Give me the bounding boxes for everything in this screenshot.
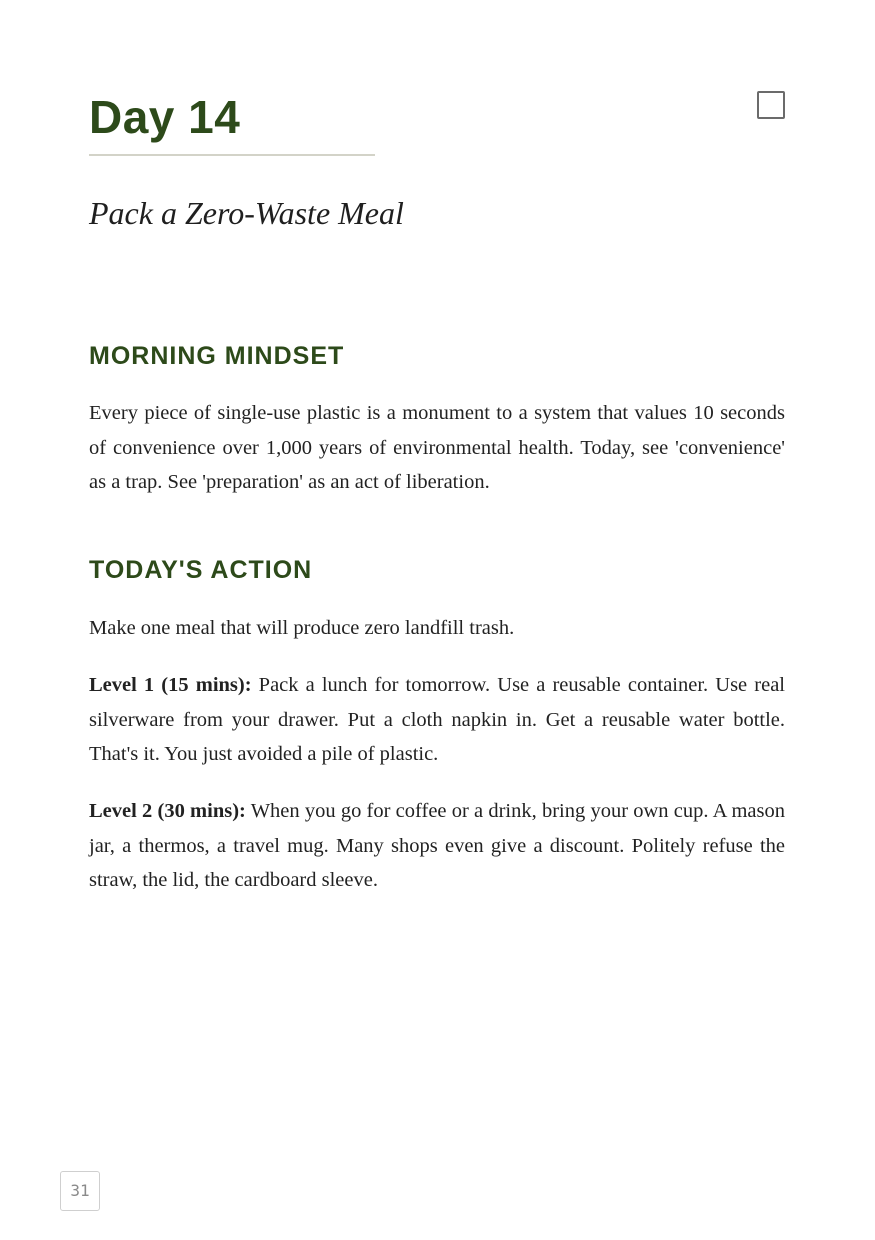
day-title: Day 14: [89, 91, 241, 143]
level-1-label: Level 1 (15 mins):: [89, 674, 252, 696]
title-divider: [89, 154, 375, 156]
page-number: 31: [60, 1171, 100, 1211]
level-1-text: Pack a lunch for tomorrow. Use a reusable container. Use real silverware from your drawer. Put a cloth napkin in. Get a reusable water bottle. That's it. You just avoided a pile of plastic.: [89, 674, 785, 765]
todays-action-heading: TODAY'S ACTION: [89, 556, 313, 584]
level-2-paragraph: [89, 794, 785, 898]
level-2-text: When you go for coffee or a drink, bring your own cup. A mason jar, a thermos, a travel mug. Many shops even give a discount. Politely refuse the straw, the lid, the cardboard sleeve.: [89, 800, 785, 891]
morning-mindset-heading: MORNING MINDSET: [89, 342, 345, 370]
morning-mindset-text: Every piece of single-use plastic is a monument to a system that values 10 seconds of convenience over 1,000 years of environmental health. Today, see 'convenience' as a trap. See 'preparation' as an act of liberation.: [89, 402, 785, 493]
level-1-paragraph: [89, 668, 785, 772]
day-subtitle: Pack a Zero-Waste Meal: [89, 195, 404, 231]
completion-checkbox[interactable]: [757, 91, 785, 119]
todays-action-intro: Make one meal that will produce zero landfill trash.: [89, 617, 515, 639]
level-2-label: Level 2 (30 mins):: [89, 800, 246, 822]
